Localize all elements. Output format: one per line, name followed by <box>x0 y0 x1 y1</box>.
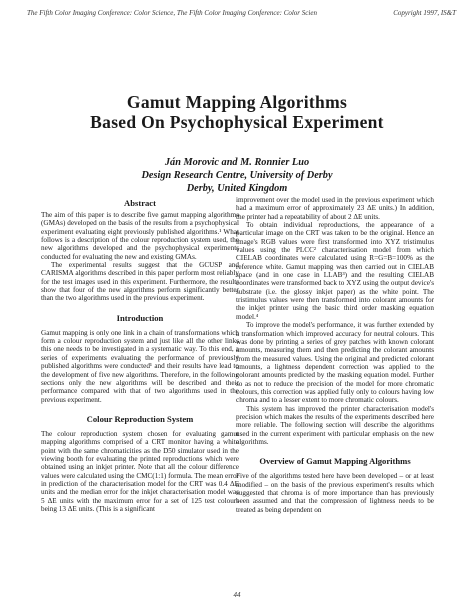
running-header <box>27 9 456 17</box>
abstract-paragraph-2: The experimental results suggest that the GCUSP and CARISMA algorithms described in this paper perform most reliably for the test images used in this experiment. Furthermore, the results show that four of the new algorithms perform significantly better than the two algorithms used in the previous experiment. <box>41 261 239 303</box>
author-names: Ján Morovic and M. Ronnier Luo <box>164 157 310 168</box>
author-affiliation: Design Research Centre, University of Derby <box>141 170 333 181</box>
overview-paragraph: Five of the algorithms tested here have been developed – or at least modified – on the basis of the previous experiment's results which suggested that chroma is of more importance than has previously been assumed and that the compression of lightness needs to be treated as being dependent on <box>236 472 434 514</box>
colour-reproduction-heading: Colour Reproduction System <box>86 413 194 424</box>
left-column <box>41 196 239 513</box>
right-paragraph-4: This system has improved the printer characterisation model's precision which makes the results of the experiments described here more reliable. The following section will describe the algorithms used in the current experiment with particular emphasis on the new algorithms. <box>236 404 434 446</box>
right-paragraph-2: To obtain individual reproductions, the appearance of a particular image on the CRT was taken to be the original. Hence an image's RGB values were first transformed into XYZ tristimulus values using the PLCC² characterisation model from which CIELAB coordinates were calculated using R=G=B=100% as the reference white. Gamut mapping was then carried out in CIELAB space (and in one case in LLAB³) and the resulting CIELAB coordinates were transformed back to XYZ using the output device's substrate (i.e. the glossy inkjet paper) as the white point. The tristimulus values were then transformed into colorant amounts for the inkjet printer using the basic third order masking equation model.⁴ <box>236 221 434 321</box>
author-block <box>0 156 474 195</box>
overview-heading: Overview of Gamut Mapping Algorithms <box>259 456 411 467</box>
right-column <box>236 196 434 514</box>
title-line-2: Based On Psychophysical Experiment <box>90 112 384 132</box>
author-location: Derby, United Kingdom <box>186 183 288 194</box>
introduction-heading: Introduction <box>116 312 164 323</box>
right-paragraph-1: improvement over the model used in the previous experiment which had a maximum error of approximately 23 ΔE units.) In addition, the printer had a repeatability of about 2 ΔE units. <box>236 196 434 221</box>
page-number: 44 <box>233 591 241 599</box>
introduction-paragraph: Gamut mapping is only one link in a chain of transformations which form a colour reproduction system and just like all the other links this one needs to be investigated in a systematic way. To this end, a series of experiments evaluating the performance of previously published algorithms were conducted¹ and their results have lead to the development of five new algorithms. Therefore, in the following sections only the new algorithms will be described and their performance compared with that of two algorithms used in the previous experiment. <box>41 328 239 404</box>
right-paragraph-3: To improve the model's performance, it was further extended by a transformation which improved accuracy for neutral colours. This was done by printing a series of grey patches with known colorant amounts, measuring them and then predicting the colorant amounts from the measured values. Using the original and predicted colorant amounts, a lightness dependent correction was applied to the colorant amounts predicted by the masking equation model. Further so as not to reduce the precision of the model for more chromatic colours, this correction was applied fully only to colours having low chroma and to a lesser extent to more chromatic colours. <box>236 321 434 405</box>
abstract-paragraph-1: The aim of this paper is to describe five gamut mapping algorithms (GMAs) developed on the basis of the results from a psychophysical experiment evaluating eight previously published algorithms.¹ What follows is a description of the colour reproduction system used, the new algorithms developed and the psychophysical experiments conducted for evaluating the new and existing GMAs. <box>41 211 239 261</box>
copyright-notice: Copyright 1997, IS&T <box>393 9 456 17</box>
abstract-heading: Abstract <box>124 198 156 208</box>
title-line-1: Gamut Mapping Algorithms <box>126 92 348 112</box>
conference-name: The Fifth Color Imaging Conference: Color Science, The Fifth Color Imaging Conference: Color Scien <box>27 9 317 17</box>
colour-reproduction-paragraph: The colour reproduction system chosen for evaluating gamut mapping algorithms comprised of a CRT monitor having a white point with the same chromaticities as the D50 simulator used in the viewing booth for evaluating the printed reproductions which were obtained using an inkjet printer. Note that all the colour difference values were calculated using the CMC(1:1) formula. The mean error in prediction of the characterisation model for the CRT was 0.4 ΔE units and the median error for the inkjet characterisation model was 5 ΔE units with the maximum error for a set of 125 test colours being 13 ΔE units. (This is a significant <box>41 429 239 513</box>
paper-title <box>0 92 474 132</box>
